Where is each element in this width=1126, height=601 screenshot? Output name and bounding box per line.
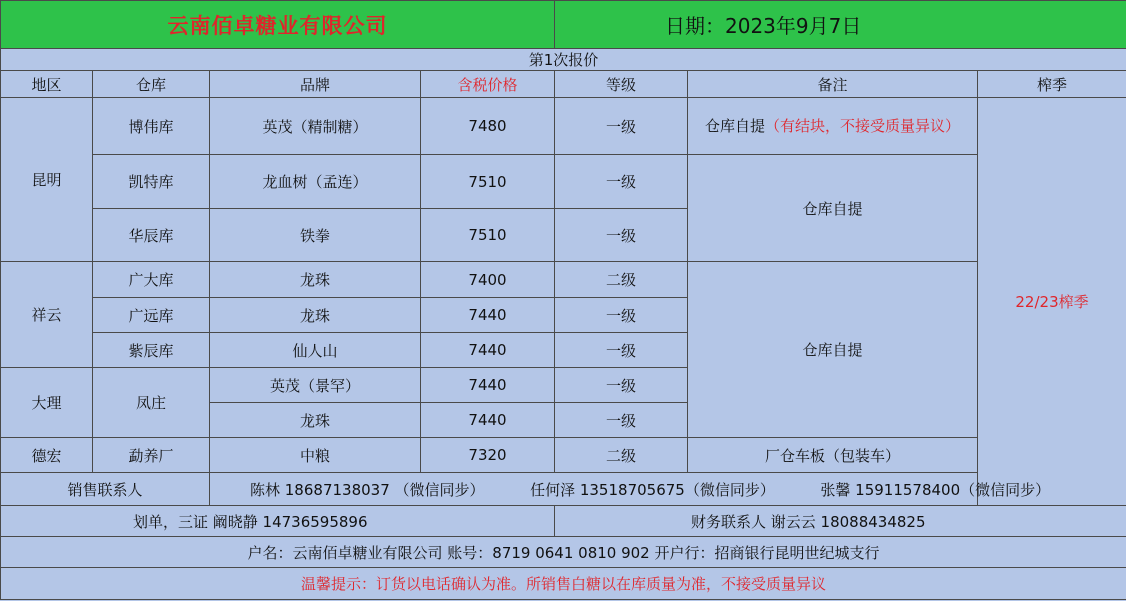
price-cell: 7510 (421, 209, 555, 262)
notes-cell (688, 98, 978, 155)
notes-cell: 仓库自提 (688, 155, 978, 262)
quote-round: 第1次报价 (1, 49, 1126, 71)
region-cell: 德宏 (1, 438, 93, 473)
grade-cell: 一级 (555, 368, 688, 403)
table-row (1, 155, 1126, 209)
date-label: 日期：2023年9月7日 (555, 1, 1126, 49)
warm-tip: 温馨提示：订货以电话确认为准。所销售白糖以在库质量为准，不接受质量异议 (1, 568, 1126, 600)
contact-1: 陈林 18687138037 （微信同步） (250, 480, 485, 499)
notes-warning: （有结块，不接受质量异议） (765, 116, 961, 135)
brand-cell: 铁拳 (210, 209, 421, 262)
region-cell: 昆明 (1, 98, 93, 262)
brand-cell: 英茂（景罕） (210, 368, 421, 403)
price-cell: 7440 (421, 298, 555, 333)
col-header-grade: 等级 (555, 71, 688, 98)
warehouse-cell: 广大库 (93, 262, 210, 298)
grade-cell: 一级 (555, 403, 688, 438)
sales-contact-row (1, 473, 1126, 506)
price-cell: 7320 (421, 438, 555, 473)
region-cell: 大理 (1, 368, 93, 438)
tip-row (1, 568, 1126, 600)
warehouse-cell: 华辰库 (93, 209, 210, 262)
account-row (1, 537, 1126, 568)
region-cell: 祥云 (1, 262, 93, 368)
quote-round-row (1, 49, 1126, 71)
brand-cell: 英茂（精制糖） (210, 98, 421, 155)
grade-cell: 二级 (555, 262, 688, 298)
warehouse-cell: 凤庄 (93, 368, 210, 438)
warehouse-cell: 广远库 (93, 298, 210, 333)
brand-cell: 仙人山 (210, 333, 421, 368)
brand-cell: 龙珠 (210, 403, 421, 438)
grade-cell: 一级 (555, 98, 688, 155)
finance-contact: 财务联系人 谢云云 18088434825 (555, 506, 1126, 537)
grade-cell: 一级 (555, 155, 688, 209)
table-row (1, 262, 1126, 298)
sales-contact-label: 销售联系人 (1, 473, 210, 506)
price-cell: 7510 (421, 155, 555, 209)
col-header-warehouse: 仓库 (93, 71, 210, 98)
col-header-season: 榨季 (978, 71, 1126, 98)
grade-cell: 一级 (555, 298, 688, 333)
table-row (1, 438, 1126, 473)
billing-contact: 划单，三证 阚晓静 14736595896 (1, 506, 555, 537)
notes-cell: 厂仓车板（包装车） (688, 438, 978, 473)
warehouse-cell: 凯特库 (93, 155, 210, 209)
brand-cell: 龙血树（孟连） (210, 155, 421, 209)
col-header-price: 含税价格 (421, 71, 555, 98)
title-row (1, 1, 1126, 49)
grade-cell: 一级 (555, 333, 688, 368)
price-cell: 7440 (421, 403, 555, 438)
warehouse-cell: 博伟库 (93, 98, 210, 155)
column-header-row (1, 71, 1126, 98)
table-row (1, 98, 1126, 155)
price-cell: 7440 (421, 333, 555, 368)
grade-cell: 一级 (555, 209, 688, 262)
price-cell: 7480 (421, 98, 555, 155)
price-cell: 7400 (421, 262, 555, 298)
bank-account: 户名：云南佰卓糖业有限公司 账号：8719 0641 0810 902 开户行：招商银行昆明世纪城支行 (1, 537, 1126, 568)
brand-cell: 中粮 (210, 438, 421, 473)
col-header-region: 地区 (1, 71, 93, 98)
warehouse-cell: 紫辰库 (93, 333, 210, 368)
warehouse-cell: 勐养厂 (93, 438, 210, 473)
price-cell: 7440 (421, 368, 555, 403)
billing-row (1, 506, 1126, 537)
season-cell: 22/23榨季 (978, 98, 1126, 506)
notes-cell: 仓库自提 (688, 262, 978, 438)
notes-text: 仓库自提 (704, 116, 765, 135)
company-title: 云南佰卓糖业有限公司 (167, 12, 388, 38)
contact-3: 张馨 15911578400（微信同步） (820, 480, 1051, 499)
company-title-cell (1, 1, 555, 49)
contact-2: 任何泽 13518705675（微信同步） (530, 480, 775, 499)
brand-cell: 龙珠 (210, 262, 421, 298)
grade-cell: 二级 (555, 438, 688, 473)
col-header-notes: 备注 (688, 71, 978, 98)
brand-cell: 龙珠 (210, 298, 421, 333)
col-header-brand: 品牌 (210, 71, 421, 98)
sales-contacts (210, 473, 1126, 506)
